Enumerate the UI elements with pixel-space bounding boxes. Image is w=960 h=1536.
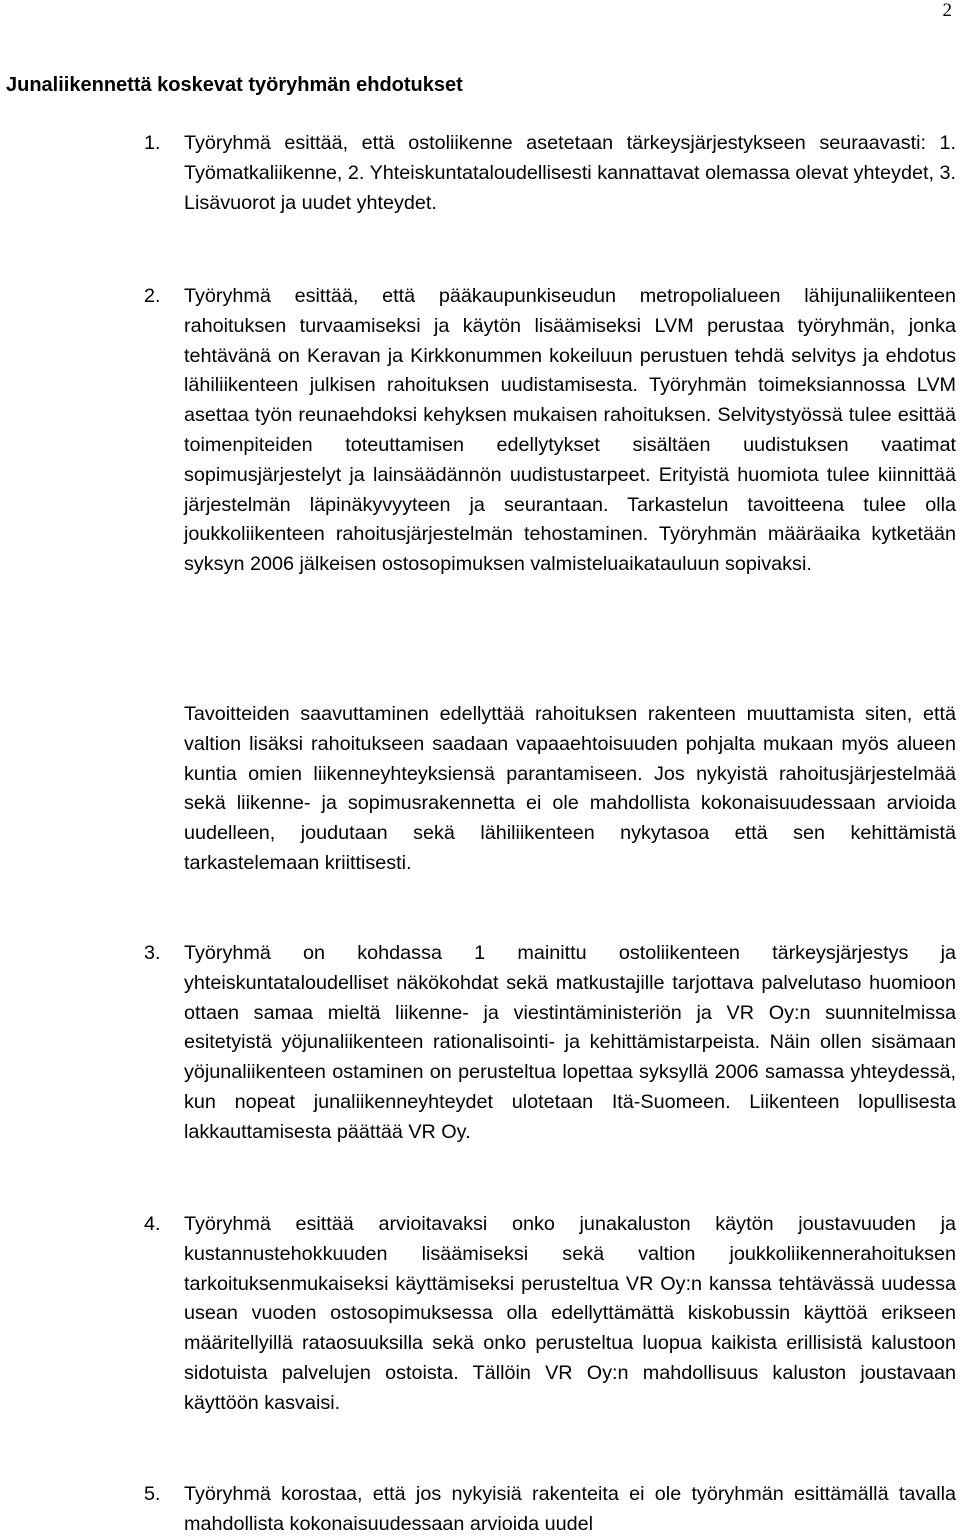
list-item-1 <box>144 129 956 218</box>
list-item-text: Työryhmä on kohdassa 1 mainittu ostoliikenteen tärkeysjärjestys ja yhteiskuntataloudelliset näkökohdat sekä matkustajille tarjottava palvelutaso huomioon ottaen samaa mieltä liikenne- ja viestintäministeriön ja VR Oy:n suunnitelmissa esitetyistä yöjunaliikenteen rationalisointi- ja kehittämistarpeista. Näin ollen sisämaan yöjunaliikenteen ostaminen on perusteltua lopettaa syksyllä 2006 samassa yhteydessä, kun nopeat junaliikenneyhteydet ulotetaan Itä-Suomeen. Liikenteen lopullisesta lakkauttamisesta päättää VR Oy. <box>184 942 956 1143</box>
list-item-4 <box>144 1210 956 1419</box>
section-heading: Junaliikennettä koskevat työryhmän ehdotukset <box>6 74 463 96</box>
list-item-number: 2. <box>144 285 161 307</box>
list-item-5 <box>144 1480 956 1536</box>
paragraph-continuation <box>184 700 956 879</box>
list-item-3 <box>144 939 956 1148</box>
page-number: 2 <box>942 0 952 21</box>
list-item-number: 4. <box>144 1213 161 1235</box>
list-item-2 <box>144 282 956 580</box>
list-item-text: Työryhmä korostaa, että jos nykyisiä rakenteita ei ole työryhmän esittämällä tavalla mahdollista kokonaisuudessaan arvioida uudel <box>184 1483 956 1535</box>
list-item-number: 1. <box>144 132 161 154</box>
list-item-number: 5. <box>144 1483 161 1505</box>
list-item-number: 3. <box>144 942 161 964</box>
list-item-text: Työryhmä esittää arvioitavaksi onko junakaluston käytön joustavuuden ja kustannustehokkuuden lisäämiseksi sekä valtion joukkoliikennerahoituksen tarkoituksenmukaiseksi käyttämiseksi perusteltua VR Oy:n kanssa tehtävässä uudessa usean vuoden ostosopimuksessa olla edellyttämättä kiskobussin käyttöä erikseen määritellyillä rataosuuksilla sekä onko perusteltua luopua kaikista erillisistä kalustoon sidotuista palvelujen ostoista. Tällöin VR Oy:n mahdollisuus kaluston joustavaan käyttöön kasvaisi. <box>184 1213 956 1414</box>
list-item-text: Työryhmä esittää, että ostoliikenne asetetaan tärkeysjärjestykseen seuraavasti: 1. Työmatkaliikenne, 2. Yhteiskuntataloudellisesti kannattavat olemassa olevat yhteydet, 3. Lisävuorot ja uudet yhteydet. <box>184 132 956 214</box>
paragraph-text: Tavoitteiden saavuttaminen edellyttää rahoituksen rakenteen muuttamista siten, että valtion lisäksi rahoitukseen saadaan vapaaehtoisuuden pohjalta mukaan myös alueen kuntia omien liikenneyhteyksiensä parantamiseen. Jos nykyistä rahoitusjärjestelmää sekä liikenne- ja sopimusrakennetta ei ole mahdollista kokonaisuudessaan arvioida uudelleen, joudutaan sekä lähiliikenteen nykytasoa että sen kehittämistä tarkastelemaan kriittisesti. <box>184 703 956 874</box>
list-item-text: Työryhmä esittää, että pääkaupunkiseudun metropolialueen lähijunaliikenteen rahoituksen turvaamiseksi ja käytön lisäämiseksi LVM perustaa työryhmän, jonka tehtävänä on Keravan ja Kirkkonummen kokeiluun perustuen tehdä selvitys ja ehdotus lähiliikenteen julkisen rahoituksen uudistamisesta. Työryhmän toimeksiannossa LVM asettaa työn reunaehdoksi kehyksen mukaisen rahoituksen. Selvitystyössä tulee esittää toimenpiteiden toteuttamisen edellytykset sisältäen uudistuksen vaatimat sopimusjärjestelyt ja lainsäädännön uudistustarpeet. Erityistä huomiota tulee kiinnittää järjestelmän läpinäkyvyyteen ja seurantaan. Tarkastelun tavoitteena tulee olla joukkoliikenteen rahoitusjärjestelmän tehostaminen. Työryhmän määräaika kytketään syksyn 2006 jälkeisen ostosopimuksen valmisteluaikatauluun sopivaksi. <box>184 285 956 576</box>
